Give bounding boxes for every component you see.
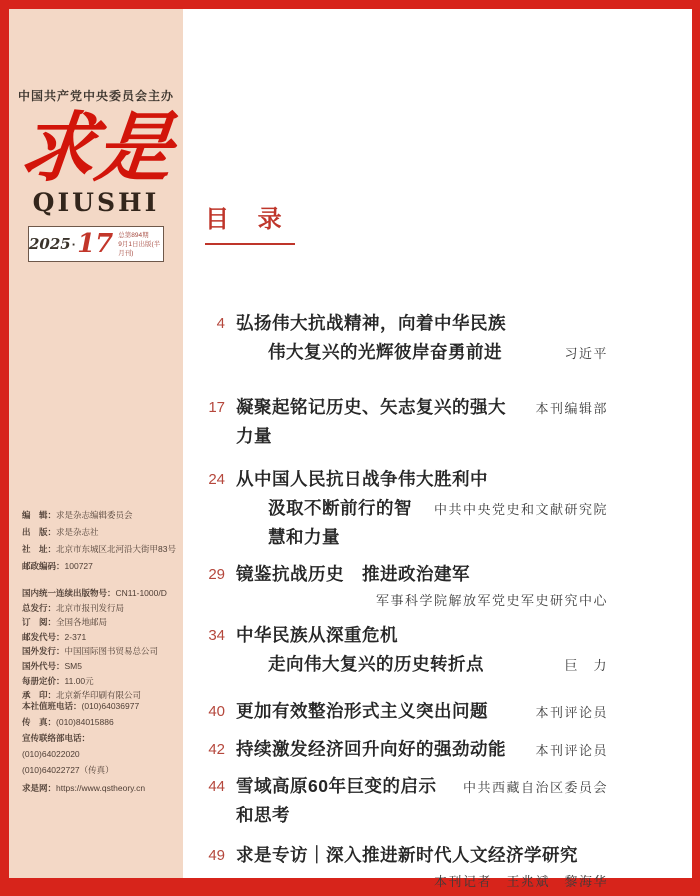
page-number: 40 <box>208 703 225 720</box>
article-title-line1: 求是专访｜深入推进新时代人文经济学研究 <box>236 845 578 865</box>
article-title-line1: 弘扬伟大抗战精神，向着中华民族 <box>236 313 506 333</box>
info-line: (010)64022020 <box>22 749 80 759</box>
issue-year: 2025 <box>29 235 71 253</box>
contact-info-block <box>22 698 179 778</box>
issue-separator: · <box>71 236 77 252</box>
article-title-line2: 伟大复兴的光辉彼岸奋勇前进 <box>268 342 502 362</box>
info-line: 总发行：北京市报刊发行局 <box>22 602 125 613</box>
qiushi-calligraphy-logo: 求是 <box>15 103 177 192</box>
toc-entry <box>203 772 608 830</box>
article-author: 军事科学院解放军党史军史研究中心 <box>375 594 608 609</box>
toc-title: 目 录 <box>205 199 295 245</box>
article-author: 中共西藏自治区委员会 <box>462 781 608 796</box>
magazine-page <box>9 9 692 890</box>
article-title-line1: 镜鉴抗战历史 推进政治建军 <box>236 564 470 584</box>
toc-entry <box>203 735 608 766</box>
article-author: 本刊记者 王兆斌 黎海华 <box>433 875 608 890</box>
sidebar <box>9 9 183 878</box>
info-line: 每册定价：11.00元 <box>22 675 94 686</box>
distribution-info-block <box>22 586 179 703</box>
toc-entry <box>203 393 608 451</box>
info-line: 国内统一连续出版物号：CN11-1000/D <box>22 588 167 598</box>
page-number: 24 <box>208 471 225 488</box>
article-title-line2: 走向伟大复兴的历史转折点 <box>268 654 484 674</box>
sponsor-line: 中国共产党中央委员会主办 <box>17 89 174 103</box>
article-author: 习近平 <box>564 347 608 362</box>
website-url: https://www.qstheory.cn <box>56 783 146 793</box>
article-title-line1: 中华民族从深重危机 <box>236 625 398 645</box>
article-author: 本刊编辑部 <box>535 402 608 417</box>
info-line: 邮政编码：100727 <box>22 561 93 571</box>
info-line: 传 真：(010)84015886 <box>22 717 114 727</box>
qiushi-latin-logo: QIUSHI <box>32 188 160 217</box>
article-author: 本刊评论员 <box>535 744 608 759</box>
info-line: 本社值班电话：(010)64036977 <box>22 701 140 711</box>
toc-entry <box>203 621 608 681</box>
article-title-line1: 更加有效整治形式主义突出问题 <box>236 701 488 721</box>
page-number: 34 <box>208 627 225 644</box>
toc-entry <box>203 841 608 896</box>
issue-publish-date: 9月1日出版(半月刊) <box>118 240 161 257</box>
website-line: 求是网：https://www.qstheory.cn <box>22 783 146 793</box>
page-number: 42 <box>208 741 225 758</box>
info-line: 宣传联络部电话： <box>22 733 91 743</box>
page-number: 17 <box>208 399 225 416</box>
article-author: 中共中央党史和文献研究院 <box>433 503 608 518</box>
issue-cumulative-number: 总第894期 <box>118 231 149 239</box>
article-title-line1: 持续激发经济回升向好的强劲动能 <box>236 739 506 759</box>
info-line: 邮发代号：2-371 <box>22 631 87 642</box>
page-number: 49 <box>208 847 225 864</box>
toc-entries <box>203 309 608 896</box>
info-line: (010)64022727（传真） <box>22 765 114 775</box>
article-title-line2: 汲取不断前行的智慧和力量 <box>268 498 412 547</box>
page-number: 29 <box>208 566 225 583</box>
publication-info-block <box>22 507 179 575</box>
article-title-line1: 从中国人民抗日战争伟大胜利中 <box>236 469 488 489</box>
info-line: 社 址：北京市东城区北河沿大街甲83号 <box>22 544 176 554</box>
info-line: 订 阅：全国各地邮局 <box>22 617 108 628</box>
info-line: 承 印：北京新华印刷有限公司 <box>22 690 142 701</box>
article-title-line1: 雪域高原60年巨变的启示和思考 <box>236 776 437 825</box>
issue-number: 17 <box>77 229 114 259</box>
website-block <box>22 780 179 797</box>
info-line: 国外发行：中国国际图书贸易总公司 <box>22 646 159 657</box>
issue-meta <box>118 231 163 258</box>
toc-entry <box>203 309 608 369</box>
article-title-line1: 凝聚起铭记历史、矢志复兴的强大力量 <box>236 397 506 446</box>
info-line: 国外代号：SM5 <box>22 660 82 671</box>
page-number: 44 <box>208 778 225 795</box>
article-author: 本刊评论员 <box>535 706 608 721</box>
info-line: 出 版：求是杂志社 <box>22 527 99 537</box>
article-author: 巨 力 <box>564 659 608 674</box>
toc-entry <box>203 560 608 615</box>
issue-box <box>28 226 164 262</box>
page-number: 4 <box>216 315 225 332</box>
info-line: 编 辑：求是杂志编辑委员会 <box>22 510 133 520</box>
toc-entry <box>203 697 608 728</box>
toc-entry <box>203 465 608 552</box>
toc-content <box>183 9 692 890</box>
